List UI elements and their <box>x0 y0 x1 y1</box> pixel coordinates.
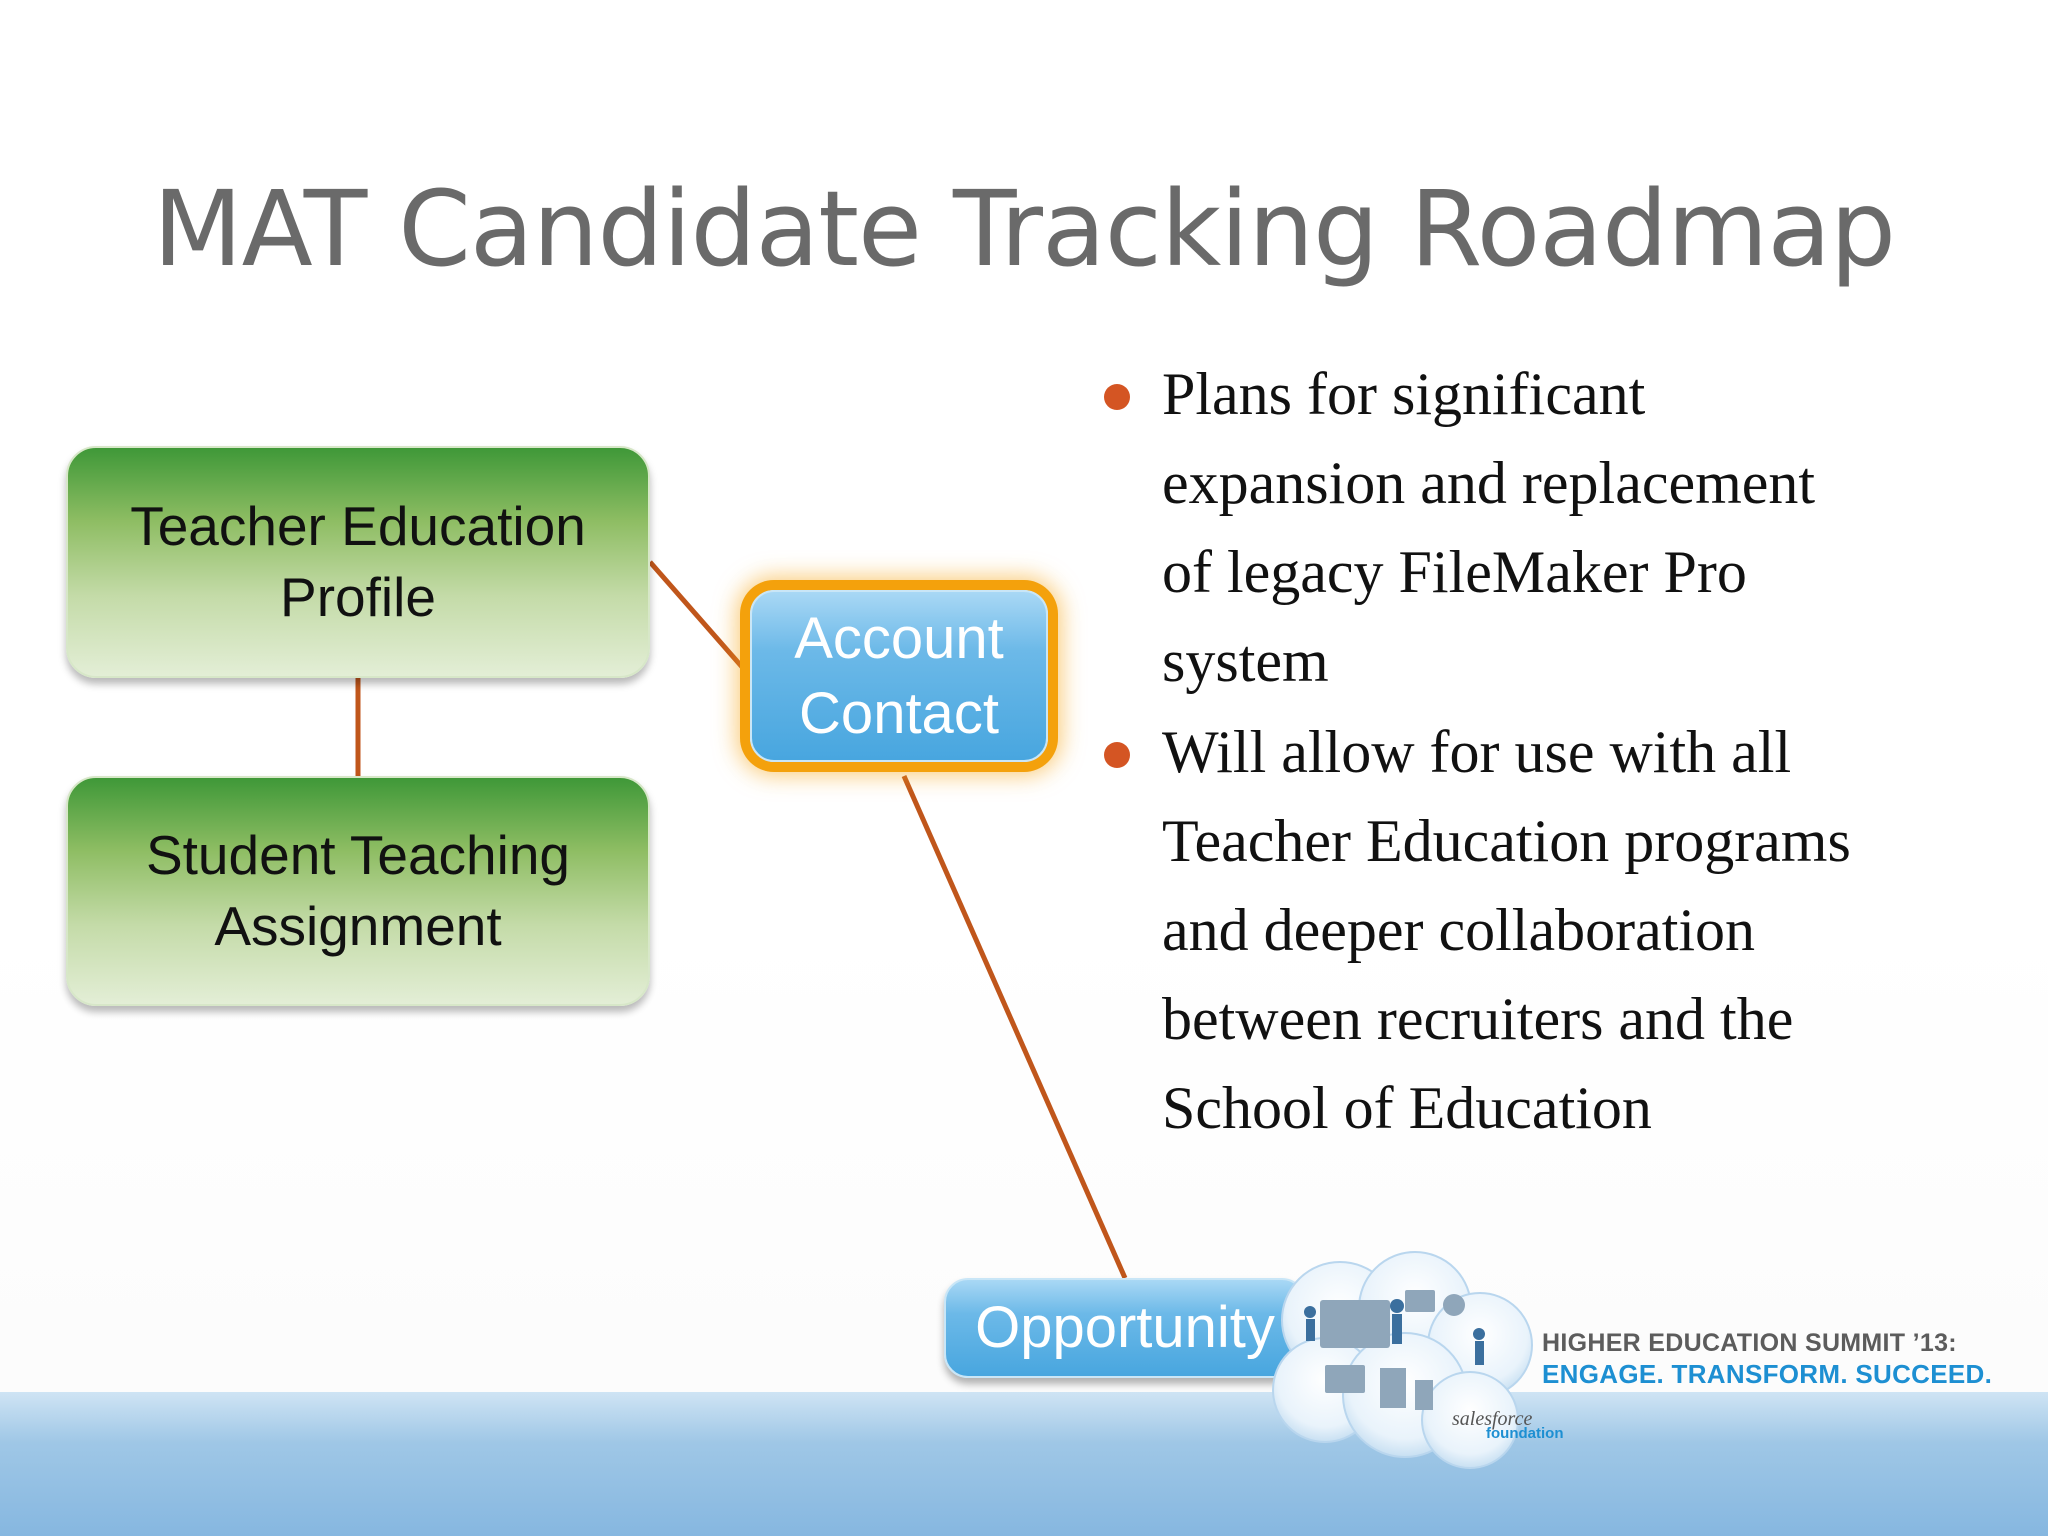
bullet-line: Will allow for use with all <box>1162 719 1792 785</box>
salesforce-foundation-logo <box>1452 1408 1563 1442</box>
bullet-item <box>1104 708 2004 1153</box>
node-teacher-education-profile <box>66 446 650 678</box>
node-student-teaching-assignment <box>66 776 650 1006</box>
node-label-line: Contact <box>799 681 999 746</box>
connector-profile-to-account <box>650 562 750 676</box>
bullet-line: between recruiters and the <box>1162 986 1794 1052</box>
bullet-line: of legacy FileMaker Pro <box>1162 539 1747 605</box>
node-label-line: Teacher Education <box>130 494 586 557</box>
summit-tagline: ENGAGE. TRANSFORM. SUCCEED. <box>1542 1359 1993 1389</box>
bullet-item <box>1104 350 2004 706</box>
bullet-list <box>1104 350 2004 1153</box>
logo-sub-lettering: foundation <box>1486 1425 1564 1442</box>
summit-name: HIGHER EDUCATION SUMMIT ’13: <box>1542 1329 1957 1357</box>
node-opportunity <box>944 1278 1306 1378</box>
logo-lettering: salesforce <box>1452 1408 1533 1430</box>
bullet-line: School of Education <box>1162 1075 1652 1141</box>
bullet-line: expansion and replacement <box>1162 450 1816 516</box>
connector-account-to-opportunity <box>904 776 1125 1278</box>
summit-cloud-icon <box>1265 1250 1545 1480</box>
node-label-line: Opportunity <box>975 1295 1275 1361</box>
bullet-line: Teacher Education programs <box>1162 808 1851 874</box>
summit-branding <box>1542 1328 1992 1390</box>
bullet-dot-icon <box>1104 742 1130 768</box>
node-account-contact <box>750 590 1048 762</box>
bullet-line: and deeper collaboration <box>1162 897 1756 963</box>
bullet-dot-icon <box>1104 384 1130 410</box>
node-label-line: Assignment <box>214 895 502 957</box>
slide-title: MAT Candidate Tracking Roadmap <box>152 168 1896 290</box>
node-label-line: Student Teaching <box>145 823 571 886</box>
bullet-line: system <box>1162 628 1329 694</box>
bullet-line: Plans for significant <box>1162 361 1646 427</box>
node-label-line: Profile <box>280 566 436 628</box>
node-label-line: Account <box>794 605 1004 671</box>
